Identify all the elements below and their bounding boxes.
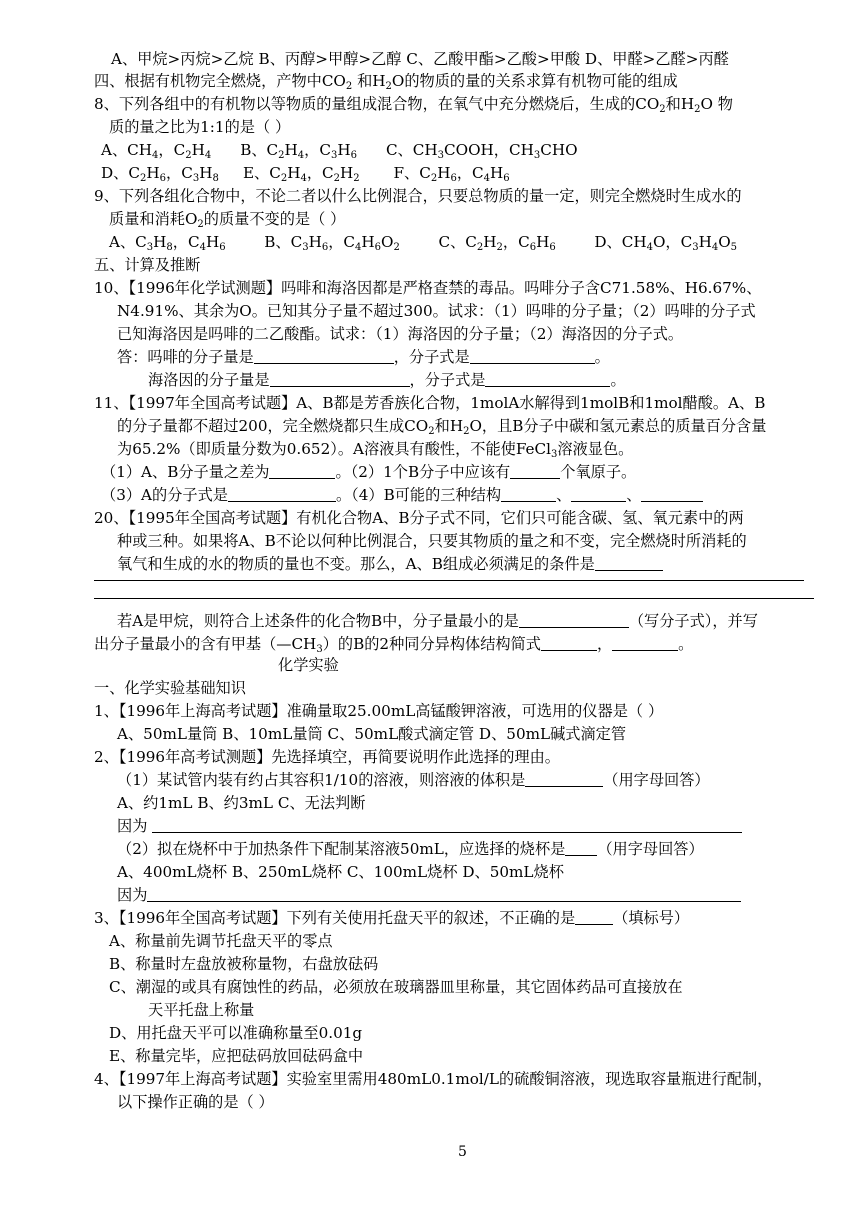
answer-blank[interactable] bbox=[519, 612, 629, 628]
answer-blank[interactable] bbox=[641, 486, 703, 502]
answer-blank[interactable] bbox=[565, 840, 597, 856]
answer-blank[interactable] bbox=[228, 486, 336, 502]
answer-blank[interactable] bbox=[571, 486, 626, 502]
lab-q2-part1: （1）某试管内装有约占其容积1/10的溶液，则溶液的体积是 （用字母回答） bbox=[117, 771, 710, 789]
lab-q3-optD: D、用托盘天平可以准确称量至0.01g bbox=[109, 1024, 363, 1042]
lab-q3-optC-cont: 天平托盘上称量 bbox=[148, 1001, 255, 1019]
page-number: 5 bbox=[458, 1144, 467, 1160]
q20-line2: 种或三种。如果将A、B不论以何种比例混合，只要其物质的量之和不变，完全燃烧时所消耗的 bbox=[117, 532, 747, 550]
lab-q3-optC: C、潮湿的或具有腐蚀性的药品，必须放在玻璃器皿里称量，其它固体药品可直接放在 bbox=[109, 978, 683, 996]
q20-line1: 20、【1995年全国高考试题】有机化合物A、B分子式不同，它们只可能含碳、氢、氧元素中的两 bbox=[94, 509, 744, 527]
lab-q2-part2-reason: 因为 bbox=[117, 885, 741, 905]
lab-q2-part2: （2）拟在烧杯中于加热条件下配制某溶液50mL，应选择的烧杯是 （用字母回答） bbox=[117, 840, 704, 858]
lab-q3-optE: E、称量完毕，应把砝码放回砝码盒中 bbox=[109, 1047, 364, 1065]
lab-q2: 2、【1996年高考试测题】先选择填空，再简要说明作此选择的理由。 bbox=[94, 748, 560, 766]
lab-q4: 4、【1997年上海高考试题】实验室里需用480mL0.1mol/L的硫酸铜溶液，现选取容量瓶进行配制， bbox=[94, 1070, 773, 1088]
answer-blank[interactable] bbox=[541, 635, 597, 651]
q8-stem: 8、下列各组中的有机物以等物质的量组成混合物，在氧气中充分燃烧后，生成的$CO_2$和$H_2O$ 物 bbox=[94, 95, 733, 115]
q10-line3: 已知海洛因是吗啡的二乙酸酯。试求：（1）海洛因的分子量；（2）海洛因的分子式。 bbox=[117, 325, 684, 343]
q11-subq-3-4: （3）A的分子式是 。（4）B可能的三种结构 、 、 bbox=[101, 485, 703, 505]
q9-options: A、$C_3H_8$，$C_4H_6$ B、$C_3H_6$，$C_4H_6O_2$ C、$C_2H_2$，$C_6H_6$ D、$CH_4O$，$C_3H_4O_5$ bbox=[109, 233, 738, 253]
answer-blank[interactable] bbox=[254, 348, 394, 364]
answer-blank[interactable] bbox=[612, 635, 678, 651]
q10-line1: 10、【1996年化学试测题】吗啡和海洛因都是严格查禁的毒品。吗啡分子含C71.58%、H6.67%、 bbox=[94, 279, 762, 297]
lab-q2-part1-options: A、约1mL B、约3mL C、无法判断 bbox=[117, 794, 366, 812]
lab-heading: 一、化学实验基础知识 bbox=[94, 679, 246, 697]
q11-subq-1-2: （1）A、B分子量之差为 。（2）1个B分子中应该有 个氧原子。 bbox=[101, 463, 637, 481]
section5-heading: 五、计算及推断 bbox=[94, 256, 201, 274]
q20-line3: 氧气和生成的水的物质的量也不变。那么，A、B组成必须满足的条件是 bbox=[117, 554, 663, 574]
q8-stem-line2: 质的量之比为1:1的是（ ） bbox=[109, 118, 291, 136]
answer-blank[interactable] bbox=[470, 348, 595, 364]
q20-para-line1: 若A是甲烷，则符合上述条件的化合物B中，分子量最小的是 （写分子式），并写 bbox=[117, 612, 758, 630]
q10-answer1: 答：吗啡的分子量是 ，分子式是 。 bbox=[117, 348, 610, 366]
q11-line3: 为65.2%（即质量分数为0.652）。A溶液具有酸性，不能使FeCl$_3$溶液显色。 bbox=[117, 440, 634, 460]
answer-line[interactable] bbox=[94, 580, 804, 581]
q20-para-line2: 出分子量最小的含有甲基$(—CH_3)$的B的2种同分异构体结构简式 ， 。 bbox=[94, 635, 694, 655]
q11-line2: 的分子量都不超过200，完全燃烧都只生成$CO_2$和$H_2O$，且B分子中碳和氢元素总的质量百分含量 bbox=[117, 417, 767, 437]
answer-blank[interactable] bbox=[485, 371, 610, 387]
lab-title: 化学实验 bbox=[278, 656, 339, 674]
answer-blank[interactable] bbox=[269, 463, 335, 479]
q8-options-row1: A、$CH_4$，$C_2H_4$ B、$C_2H_4$，$C_3H_6$ C、$CH_3COOH$，$CH_3CHO$ bbox=[101, 141, 578, 161]
section4-heading: 四、根据有机物完全燃烧，产物中$CO_2$ 和$H_2O$的物质的量的关系求算有机物可能的组成 bbox=[94, 72, 678, 92]
answer-blank[interactable] bbox=[152, 817, 742, 833]
lab-q2-part1-reason: 因为 bbox=[117, 816, 742, 836]
answer-blank[interactable] bbox=[147, 886, 741, 902]
q10-line2: N4.91%、其余为O。已知其分子量不超过300。试求：（1）吗啡的分子量；（2）吗啡的分子式 bbox=[117, 302, 756, 320]
answer-blank[interactable] bbox=[595, 555, 663, 571]
answer-blank[interactable] bbox=[270, 371, 410, 387]
answer-line[interactable] bbox=[94, 598, 814, 599]
lab-q3: 3、【1996年全国高考试题】下列有关使用托盘天平的叙述，不正确的是 （填标号） bbox=[94, 909, 690, 927]
lab-q2-part2-options: A、400mL烧杯 B、250mL烧杯 C、100mL烧杯 D、50mL烧杯 bbox=[117, 863, 564, 881]
lab-q1: 1、【1996年上海高考试题】准确量取25.00mL高锰酸钾溶液，可选用的仪器是（ ） bbox=[94, 702, 664, 720]
lab-q3-optB: B、称量时左盘放被称量物，右盘放砝码 bbox=[109, 955, 379, 973]
answer-blank[interactable] bbox=[575, 909, 613, 925]
q11-line1: 11、【1997年全国高考试题】A、B都是芳香族化合物，1molA水解得到1molB和1mol醋酸。A、B bbox=[94, 394, 766, 412]
q10-answer2: 海洛因的分子量是 ，分子式是 。 bbox=[148, 371, 626, 389]
answer-blank[interactable] bbox=[510, 463, 560, 479]
answer-blank[interactable] bbox=[501, 486, 556, 502]
q9-stem: 9、下列各组化合物中，不论二者以什么比例混合，只要总物质的量一定，则完全燃烧时生成水的 bbox=[94, 187, 742, 205]
q8-options-row2: D、$C_2H_6$，$C_3H_8$ E、$C_2H_4$，$C_2H_2$ F、$C_2H_6$，$C_4H_6$ bbox=[101, 164, 510, 184]
q9-stem-line2: 质量和消耗$O_2$的质量不变的是（ ） bbox=[109, 210, 346, 230]
lab-q1-options: A、50mL量筒 B、10mL量筒 C、50mL酸式滴定管 D、50mL碱式滴定管 bbox=[117, 725, 627, 743]
lab-q3-optA: A、称量前先调节托盘天平的零点 bbox=[109, 932, 333, 950]
answer-blank[interactable] bbox=[525, 771, 603, 787]
lab-q4-line2: 以下操作正确的是（ ） bbox=[117, 1093, 274, 1111]
q7-options: A、甲烷>丙烷>乙烷 B、丙醇>甲醇>乙醇 C、乙酸甲酯>乙酸>甲酸 D、甲醛>乙醛>丙醛 bbox=[111, 50, 729, 68]
